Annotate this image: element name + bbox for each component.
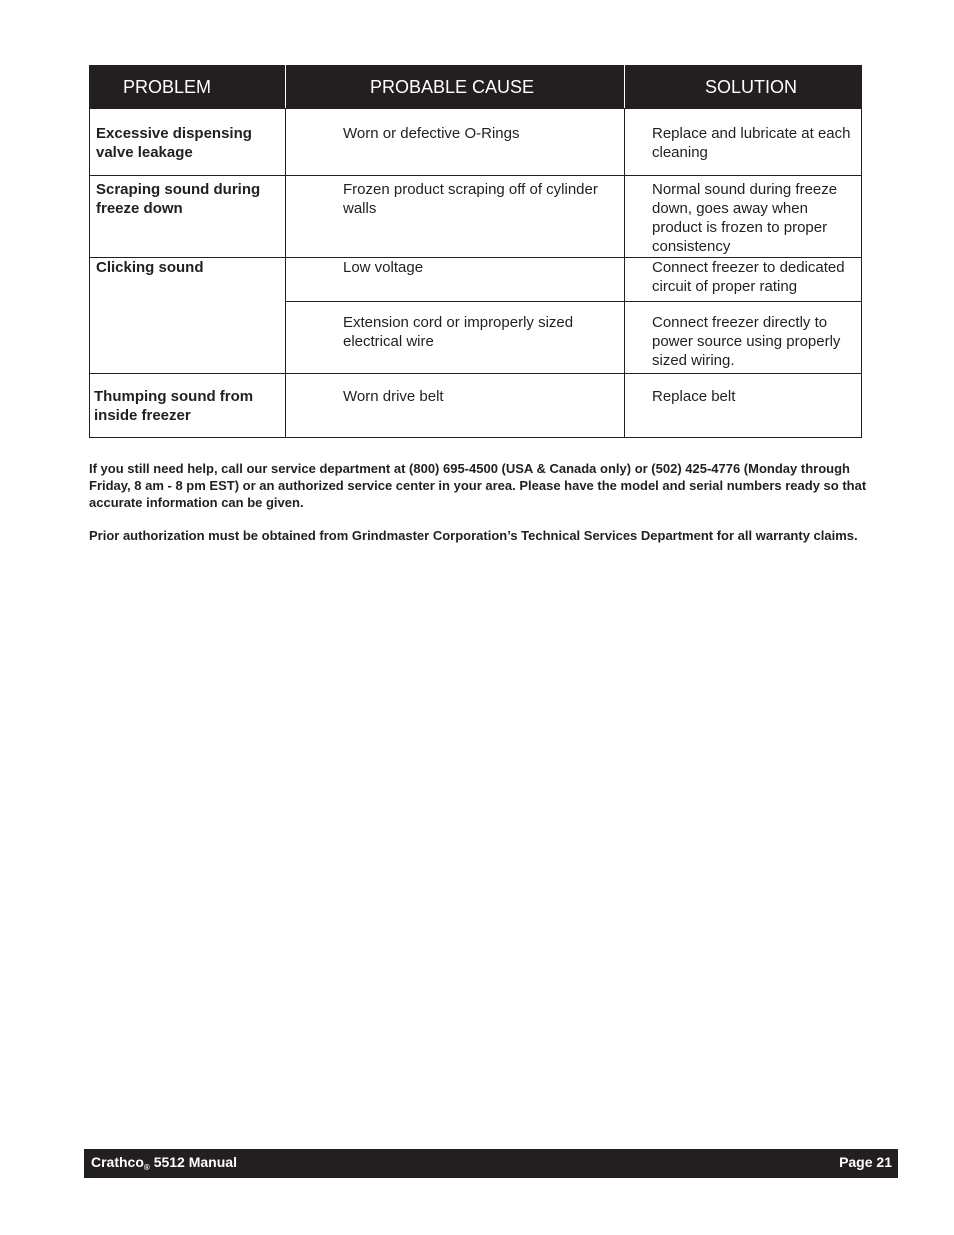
problem-text: Clicking sound: [96, 259, 204, 276]
solution-text: Connect freezer to dedicated circuit of proper rating: [652, 259, 845, 295]
solution-text: Connect freezer directly to power source using properly sized wiring.: [652, 314, 841, 369]
table-row: [90, 374, 862, 438]
cause-text: Low voltage: [343, 259, 424, 276]
problem-text: Thumping sound from inside freezer: [94, 388, 254, 424]
table-header-row: [90, 66, 862, 109]
cause-text: Extension cord or improperly sized electrical wire: [343, 314, 574, 350]
authorization-paragraph: Prior authorization must be obtained from Grindmaster Corporation’s Technical Services Department for all warranty claims.: [89, 528, 858, 543]
cause-text: Worn or defective O-Rings: [343, 125, 520, 142]
help-paragraph: If you still need help, call our service department at (800) 695-4500 (USA & Canada only) or (502) 425-4776 (Monday through Friday, 8 am - 8 pm EST) or an authorized service center in your area. Please have the model and serial numbers ready so that accurate information can be given.: [89, 461, 867, 510]
page-footer: [84, 1149, 898, 1178]
troubleshooting-table: [89, 65, 862, 438]
footer-manual: 5512 Manual: [153, 1154, 237, 1170]
header-problem: PROBLEM: [90, 66, 286, 109]
problem-text: Excessive dispensing valve leakage: [96, 125, 252, 161]
page-number: Page 21: [839, 1154, 892, 1170]
solution-text: Normal sound during freeze down, goes away when product is frozen to proper consistency: [652, 181, 838, 255]
registered-mark: ®: [143, 1163, 150, 1172]
problem-text: Scraping sound during freeze down: [96, 181, 261, 217]
solution-text: Replace and lubricate at each cleaning: [652, 125, 851, 161]
table-row: [90, 176, 862, 258]
cause-text: Frozen product scraping off of cylinder walls: [343, 181, 598, 217]
table-row: [90, 109, 862, 176]
solution-text: Replace belt: [652, 388, 736, 405]
service-notes: [89, 460, 869, 560]
header-probable-cause: PROBABLE CAUSE: [286, 66, 625, 109]
footer-brand: Crathco: [91, 1154, 144, 1170]
table-row: [90, 258, 862, 302]
header-solution: SOLUTION: [625, 66, 862, 109]
footer-title: [91, 1154, 237, 1172]
cause-text: Worn drive belt: [343, 388, 444, 405]
